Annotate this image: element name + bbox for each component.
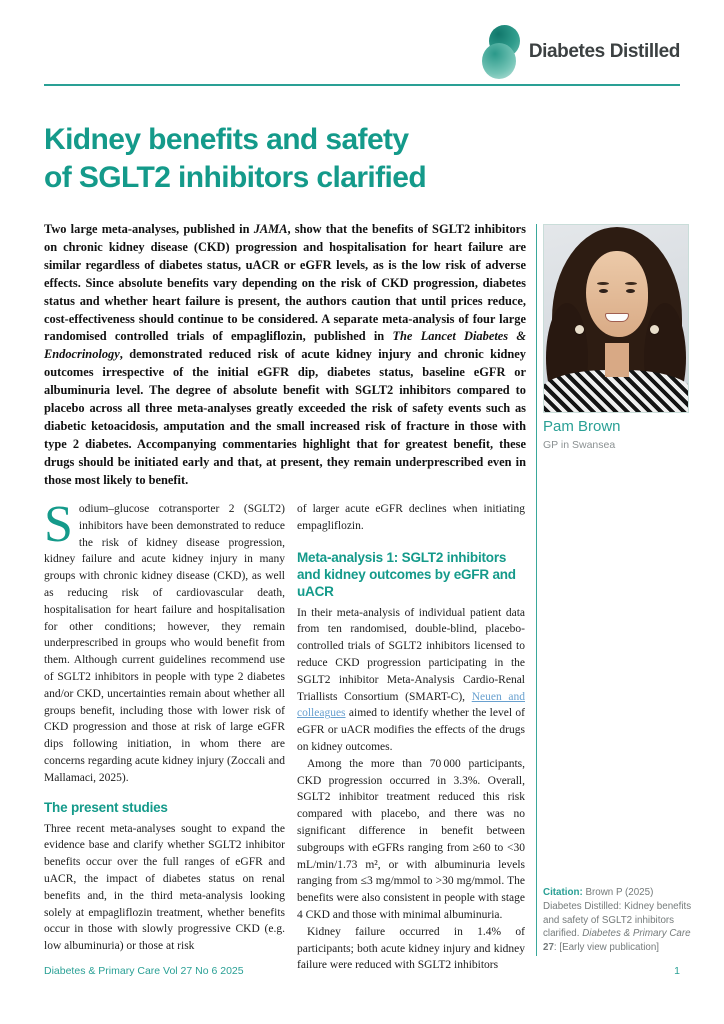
title-line-1: Kidney benefits and safety — [44, 123, 409, 156]
photo-face — [586, 251, 648, 337]
citation-volume: 27 — [543, 942, 554, 954]
citation-journal: Diabetes & Primary Care — [582, 928, 691, 940]
author-role: GP in Swansea — [543, 439, 616, 451]
abstract-text: Two large meta-analyses, published in — [44, 222, 254, 236]
footer-page-number: 1 — [674, 965, 680, 977]
photo-earring — [575, 325, 584, 334]
citation-block — [543, 886, 693, 955]
photo-earring — [650, 325, 659, 334]
section-heading-present-studies: The present studies — [44, 799, 168, 815]
body-text: odium–glucose cotransporter 2 (SGLT2) inhibitors have been demonstrated to reduce the risk of kidney disease progression, kidney failure and acute kidney injury in many groups with chronic kidney disease (CKD), as well as reducing risk of cardiovascular death, hospitalisation for heart failure and hospitalisation for other conditions; however, they remain underprescribed in groups who would benefit from them. Although current guidelines recommend use of SGLT2 inhibitors in people with type 2 diabetes and/or CKD, uncertainties remain about whether all groups benefit, including those with lower risk of CKD progression and those at risk of large eGFR dips following initiation, in whom there are concerns regarding acute kidney injury (Zoccali and Mallamaci, 2025). — [44, 503, 285, 784]
photo-eye — [626, 289, 635, 293]
header-rule — [44, 84, 680, 86]
body-paragraph — [44, 496, 285, 787]
body-text: In their meta-analysis of individual patient data from ten randomised, double-blind, placebo-controlled trials of SGLT2 inhibitors licensed to reduce CKD progression participating in the SGLT2 inhibitor Meta-Analysis Cardio-Renal Triallists Consortium (SMART-C), — [297, 606, 525, 703]
body-paragraph: Kidney failure occurred in 1.4% of participants; both acute kidney injury and kidney failure were reduced with SGLT2 inhibitors — [297, 925, 525, 972]
footer-journal-info: Diabetes & Primary Care Vol 27 No 6 2025 — [44, 965, 244, 977]
page-title — [44, 121, 426, 197]
column-divider — [536, 224, 537, 956]
body-text: aimed to identify whether the level of eGFR or uACR modifies the effects of the drugs on kidney outcomes. — [297, 707, 525, 753]
body-paragraph: of larger acute eGFR declines when initiating empagliflozin. — [297, 503, 525, 532]
body-column-right — [297, 501, 525, 974]
body-column-left — [44, 496, 285, 955]
author-photo — [543, 224, 689, 413]
body-paragraph: Three recent meta-analyses sought to expand the evidence base and clarify whether SGLT2 inhibitor benefits occur over the full ranges of eGFR and uACR, the impact of diabetes status on renal benefits and, in the third meta-analysis looking solely at empagliflozin treatment, whether benefits occur in those with slowly progressive CKD (e.g. low albuminuria) or those at risk — [44, 822, 285, 953]
journal-name-jama: JAMA — [253, 222, 288, 236]
photo-eye — [599, 289, 608, 293]
body-paragraph — [297, 605, 525, 756]
body-paragraph: Among the more than 70 000 participants, CKD progression occurred in 3.3%. Overall, SGLT2 inhibitor treatment reduced this risk compared with placebo, and there was no significant difference in benefit between subgroups with eGFRs ranging from ≥60 to <30 mL/min/1.73 m², or with albuminuria levels ranging from ≤3 mg/mmol to >30 mg/mmol. The benefits were also consistent in people with stage 4 CKD and those with minimal albuminuria. — [297, 757, 525, 921]
abstract — [44, 221, 526, 490]
abstract-text: , demonstrated reduced risk of acute kidney injury and chronic kidney outcomes irrespective of the initial eGFR dip, diabetes status, baseline eGFR or albuminuria level. The degree of absolute benefit with SGLT2 inhibitors compared to placebo across all three meta-analyses greatly exceeded the risk of safety events such as diabetic ketoacidosis, amputation and the small increased risk of fracture in those with type 2 diabetes. Accompanying commentaries highlight that for greatest benefit, these drugs should be initiated early and that, at present, they remain underprescribed even in those most likely to benefit. — [44, 347, 526, 487]
journal-name-lancet: The Lancet Diabetes & Endocrinology — [44, 329, 526, 362]
photo-neck — [605, 343, 629, 377]
citation-text: : [Early view publication] — [553, 942, 659, 954]
abstract-text: , show that the benefits of SGLT2 inhibitors on chronic kidney disease (CKD) progression and hospitalisation for heart failure are similar regardless of diabetes status, uACR or eGFR levels, as is the low risk of adverse effects. Since absolute benefits vary depending on the risk of CKD progression, diabetes status and whether heart failure is present, the authors caution that until prices reduce, cost-effectiveness should continue to be considered. A separate meta-analysis of four large randomised controlled trials of empagliflozin, published in — [44, 222, 527, 344]
photo-eyebrow — [597, 282, 609, 285]
drop-cap: S — [44, 496, 73, 553]
title-line-2: of SGLT2 inhibitors clarified — [44, 161, 427, 194]
author-name: Pam Brown — [543, 418, 621, 435]
citation-text: Brown P (2025) Diabetes Distilled: Kidney benefits and safety of SGLT2 inhibitors clarified. — [543, 887, 692, 940]
masthead — [482, 25, 680, 79]
photo-smile — [605, 313, 629, 322]
logo-text: Diabetes Distilled — [528, 41, 680, 62]
neuen-and-colleagues-link[interactable]: Neuen and colleagues — [297, 690, 526, 720]
photo-eyebrow — [625, 282, 637, 285]
logo-circle-bottom — [482, 43, 516, 79]
citation-label: Citation: — [543, 887, 583, 898]
section-heading-meta-analysis-1: Meta-analysis 1: SGLT2 inhibitors and kidney outcomes by eGFR and uACR — [297, 549, 516, 599]
diabetes-distilled-logo-icon — [482, 25, 520, 79]
